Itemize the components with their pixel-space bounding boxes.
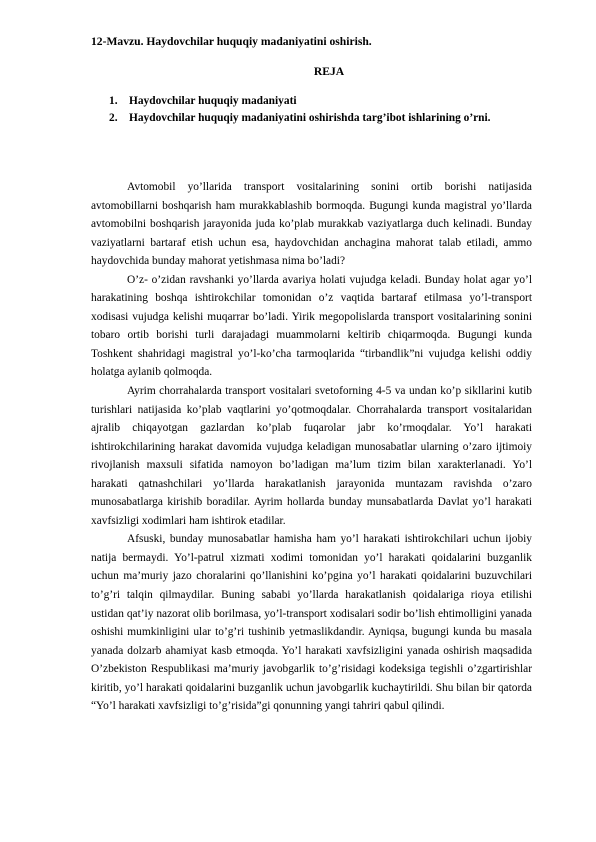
body-paragraph: Ayrim chorrahalarda transport vositalari svetoforning 4-5 va undan ko’p sikllarini kutib turishlari natijasida ko’plab vaqtlarini yo’qotmoqdalar. Chorrahalarda transport vositalaridan ajralib chiqayotgan gazlardan ko’plab fuqarolar jabr ko’rmoqdalar. Yo’l harakati ishtirokchilarining harakat davomida vujudga keladigan munosabatlar ularning o’zaro ijtimoiy rivojlanish maxsuli sifatida namoyon bo’ladigan ma’lum tizim bilan xarakterlanadi. Yo’l harakati qatnashchilari yo’llarda harakatlanish jarayonida muntazam ravishda o’zaro munosabatlarga kirishib boradilar. Ayrim hollarda bunday munsabatlarda Davlat yo’l harakati xavfsizligi xodimlari ham ishtirok etadilar.: [91, 385, 532, 527]
plan-item-text: Haydovchilar huquqiy madaniyati: [129, 95, 297, 107]
plan-item: [109, 93, 549, 110]
plan-item-text: Haydovchilar huquqiy madaniyatini oshirishda targ’ibot ishlarining o’rni.: [129, 112, 491, 124]
body-paragraph: Avtomobil yo’llarida transport vositalarining sonini ortib borishi natijasida avtomobillarni boshqarish ham murakkablashib bormoqda. Bugungi kunda magistral yo’llarda avtomobilni boshqarish jarayonida juda ko’plab murakkab vaziyatlarga duch kelinadi. Bunday vaziyatlarni bartaraf etish uchun esa, haydovchidan anchagina mahorat talab etiladi, ammo haydovchida bunday mahorat yetishmasa nima bo’ladi?: [91, 181, 532, 268]
plan-list: [109, 93, 549, 127]
body-paragraph: Afsuski, bunday munosabatlar hamisha ham yo’l harakati ishtirokchilari uchun ijobiy natija bermaydi. Yo’l-patrul xizmati xodimi tomonidan yo’l harakati qoidalarini buzganlik uchun ma’muriy jazo choralarini qo’llanishini ko’pgina yo’l harakati qoidalarini buzuvchilari to’g’ri talqin qilmaydilar. Buning sababi yo’llarda harakatlanish qoidalariga rioya etilishi ustidan qat’iy nazorat olib borilmasa, yo’l-transport xodisalari sodir bo’lish ehtimolligini yanada oshishi mumkinligini ular to’g’ri tushinib yetmaslikdandir. Ayniqsa, bugungi kunda bu masala yanada dolzarb ahamiyat kasb etmoqda. Yo’l harakati xavfsizligini yanada oshirish maqsadida O’zbekiston Respublikasi ma’muriy javobgarlik to’g’risidagi kodeksiga tegishli o’zgartirishlar kiritib, yo’l harakati qoidalarini buzganlik uchun javobgarlik kuchaytirildi. Shu bilan bir qatorda “Yo’l harakati xavfsizligi to’g’risida”gi qonunning yangi tahriri qabul qilindi.: [91, 533, 532, 713]
document-body: [91, 178, 532, 716]
document-title: 12-Mavzu. Haydovchilar huquqiy madaniyatini oshirish.: [91, 35, 372, 48]
plan-item-number: 1.: [109, 95, 118, 107]
plan-item: [109, 110, 549, 127]
plan-heading: REJA: [313, 65, 345, 78]
plan-item-number: 2.: [109, 112, 118, 124]
body-paragraph: O’z- o’zidan ravshanki yo’llarda avariya holati vujudga keladi. Bunday holat agar yo’l harakatining boshqa ishtirokchilar tomonidan o’z vaqtida bartaraf etilmasa yo’l-transport xodisasi vujudga kelishi muqarrar bo’ladi. Yirik megopolislarda transport vositalarining sonini tobaro ortib borishi turli darajadagi muammolarni keltirib chiqarmoqda. Bugungi kunda Toshkent shahridagi magistral yo’l-ko’cha tarmoqlarida “tirbandlik”ni vujudga kelishi oddiy holatga aylanib qolmoqda.: [91, 273, 532, 379]
